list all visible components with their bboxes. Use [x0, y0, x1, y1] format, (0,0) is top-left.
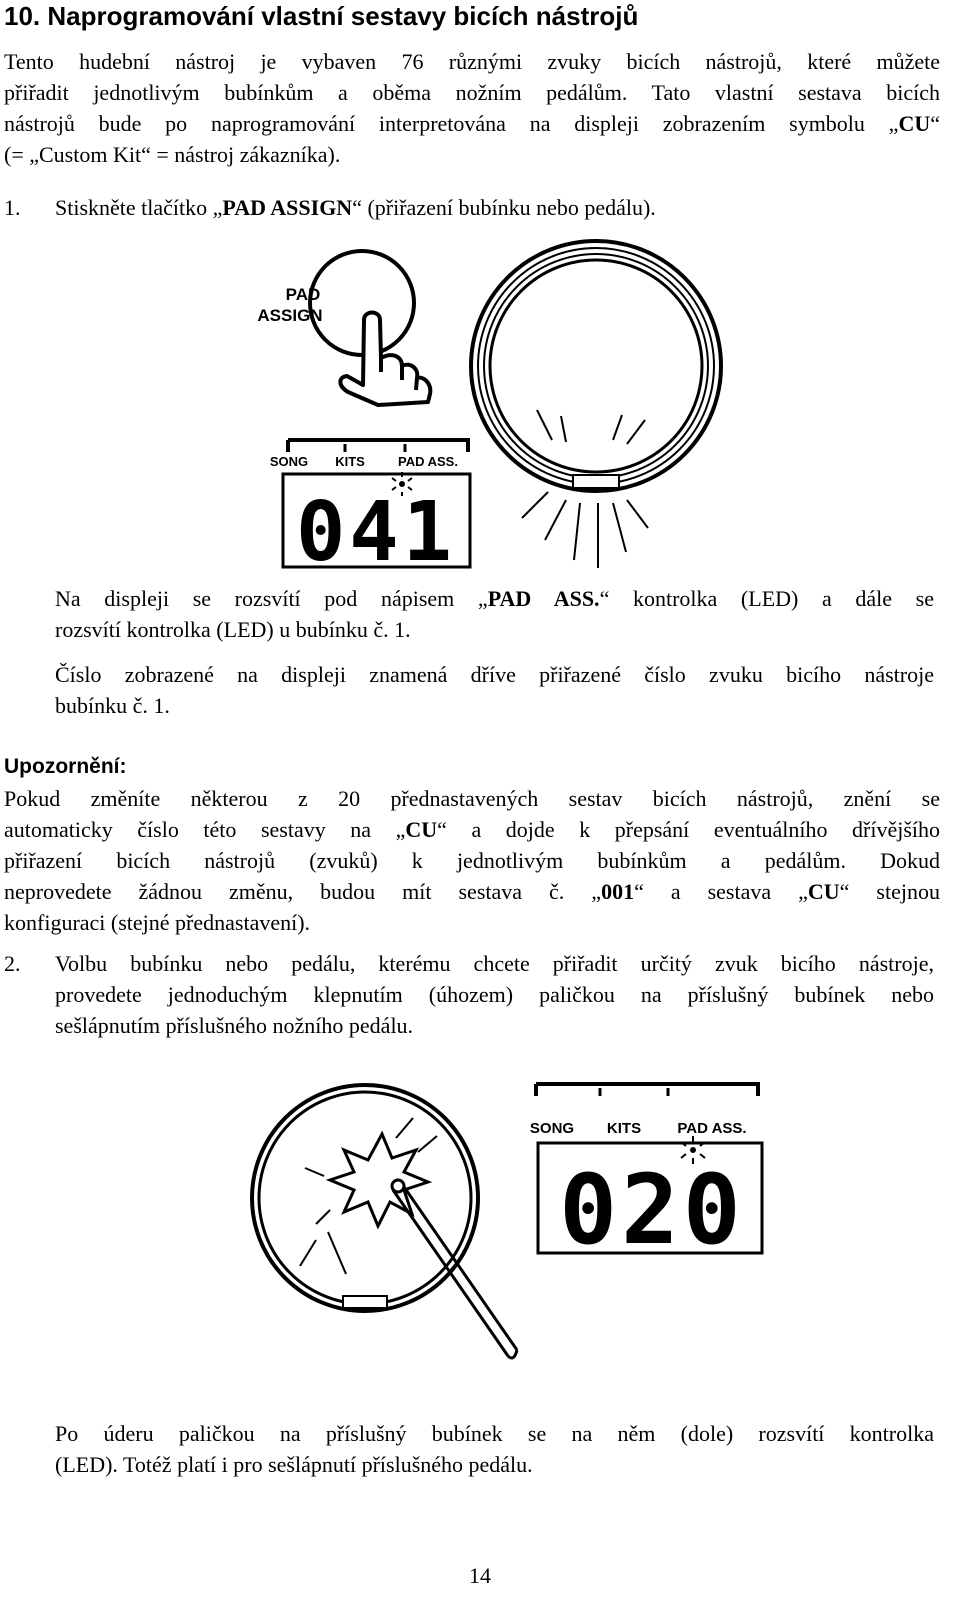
warning-line-2: automaticky číslo této sestavy na „CU“ a dojde k přepsání eventuálního dřívějšího: [4, 817, 940, 842]
drum-pad-2: [252, 1085, 517, 1358]
step-1-text: Stiskněte tlačítko „PAD ASSIGN“ (přiřazení bubínku nebo pedálu).: [55, 195, 656, 220]
display-panel-2: [530, 1084, 762, 1266]
warning-line-3: přiřazení bicích nástrojů (zvuků) k jednotlivým bubínkům a pedálům. Dokud: [4, 848, 940, 873]
step-1-result-line-3: Číslo zobrazené na displeji znamená dříve přiřazené číslo zvuku bicího nástroje: [55, 662, 934, 687]
display-2-label-kits: KITS: [606, 1120, 642, 1137]
warning-title: Upozornění:: [4, 755, 127, 778]
step-1-result-line-1: Na displeji se rozsvítí pod nápisem „PAD ASS.“ kontrolka (LED) a dále se: [55, 586, 935, 611]
step-2-number: 2.: [4, 951, 21, 976]
section-heading: 10. Naprogramování vlastní sestavy bicích nástrojů: [4, 1, 639, 31]
display-2-label-pad-ass: PAD ASS.: [677, 1120, 747, 1137]
display-1-label-pad-ass: PAD ASS.: [398, 454, 458, 469]
display-2-label-song: SONG: [529, 1120, 575, 1137]
step-1-result-line-2: rozsvítí kontrolka (LED) u bubínku č. 1.: [55, 617, 411, 642]
page-number: 14: [469, 1563, 491, 1588]
intro-line-3: nástrojů bude po naprogramování interpretována na displeji zobrazením symbolu „CU“: [4, 111, 940, 136]
display-2-value: 020: [559, 1154, 745, 1266]
warning-line-1: Pokud změníte některou z 20 přednastavených sestav bicích nástrojů, znění se: [4, 786, 940, 811]
intro-line-2: přiřadit jednotlivým bubínkům a oběma nožním pedálům. Tato vlastní sestava bicích: [4, 80, 940, 105]
impact-star-icon: [330, 1134, 428, 1226]
step-1-number: 1.: [4, 195, 21, 220]
display-1-value: 041: [295, 485, 457, 580]
drum-pad-2-led: [343, 1296, 387, 1308]
step-2-line-1: Volbu bubínku nebo pedálu, kterému chcete přiřadit určitý zvuk bicího nástroje,: [55, 951, 934, 976]
step-2-result-line-2: (LED). Totéž platí i pro sešlápnutí příslušného pedálu.: [55, 1452, 533, 1477]
intro-line-1: Tento hudební nástroj je vybaven 76 různými zvuky bicích nástrojů, které můžete: [4, 49, 940, 74]
pad-assign-label-pad: PAD: [285, 285, 321, 304]
step-2-line-2: provedete jednoduchým klepnutím (úhozem) paličkou na příslušný bubínek nebo: [55, 982, 934, 1007]
step-2-line-3: sešlápnutím příslušného nožního pedálu.: [55, 1013, 414, 1038]
warning-line-4: neprovedete žádnou změnu, budou mít sestava č. „001“ a sestava „CU“ stejnou: [4, 879, 940, 904]
display-1-label-kits: KITS: [335, 454, 365, 469]
warning-line-5: konfiguraci (stejné přednastavení).: [4, 910, 311, 935]
step-2-result-line-1: Po úderu paličkou na příslušný bubínek se na něm (dole) rozsvítí kontrolka: [55, 1421, 934, 1446]
display-1-label-song: SONG: [269, 454, 309, 469]
intro-line-4: (= „Custom Kit“ = nástroj zákazníka).: [4, 142, 341, 167]
step-1-result-line-4: bubínku č. 1.: [55, 693, 170, 718]
pad-assign-label-assign: ASSIGN: [257, 306, 323, 325]
